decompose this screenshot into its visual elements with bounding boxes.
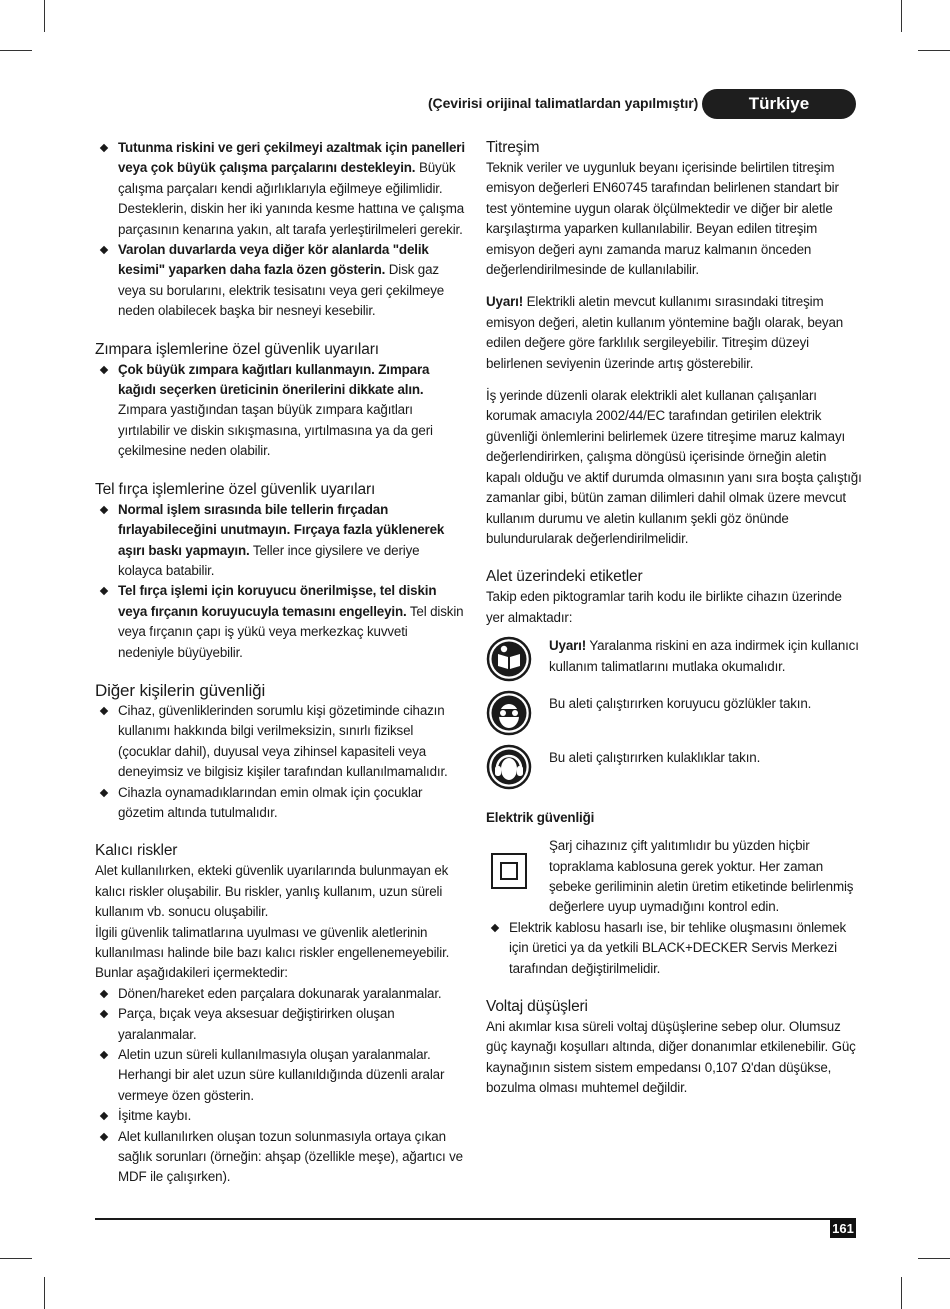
list-item — [95, 360, 465, 462]
list-item: Elektrik kablosu hasarlı ise, bir tehlike oluşmasını önlemek için üretici ya da yetkili BLACK+DECKER Servis Merkezi tarafından değiştirilmelidir. — [486, 918, 862, 979]
bold-text: Tutunma riskini ve geri çekilmeyi azaltmak için panelleri veya çok büyük çalışma parçalarını destekleyin. — [118, 140, 465, 176]
body-text: Büyük çalışma parçaları kendi ağırlıklarıyla eğilmeye eğilimlidir. Desteklerin, diskin her iki yanında kesme hattına ve çalışma parçasının kenarına yakın, alt tarafa yerleştirilmeleri gerekir. — [118, 160, 465, 237]
symbol-text: Bu aleti çalıştırırken koruyucu gözlükler takın. — [549, 696, 812, 712]
section-heading-others-safety: Diğer kişilerin güvenliği — [95, 680, 266, 700]
bold-text: Normal işlem sırasında bile tellerin fırçadan fırlayabileceğini unutmayın. Fırçaya fazla yüklenerek aşırı baskı yapmayın. — [118, 501, 445, 558]
paragraph: Alet kullanılırken, ekteki güvenlik uyarılarında bulunmayan ek kalıcı riskler oluşabilir. Bu riskler, yanlış kullanım, uzun süreli kullanım vb. sonucu oluşabilir. — [95, 863, 449, 920]
section-heading-tool-labels: Alet üzerindeki etiketler — [486, 568, 643, 586]
translation-note: (Çevirisi orijinal talimatlardan yapılmıştır) — [428, 95, 699, 111]
bold-text: Tel fırça işlemi için koruyucu önerilmişse, tel diskin veya fırçanın koruyucuyla temasını engelleyin. — [118, 583, 437, 619]
list-item: Dönen/hareket eden parçalara dokunarak yaralanmalar. — [95, 984, 465, 1004]
crop-mark — [0, 1258, 32, 1259]
paragraph: Ani akımlar kısa süreli voltaj düşüşlerine sebep olur. Olumsuz güç kaynağı koşulları altında, diğer donanımlar etkilenebilir. Güç kaynağının sistem sistem empedansı 0,107 Ω'dan düşükse, bozulma olması muhtemel değildir. — [486, 1018, 856, 1096]
section-heading-sanding: Zımpara işlemlerine özel güvenlik uyarıları — [95, 340, 379, 358]
bold-text: Varolan duvarlarda veya diğer kör alanlarda "delik kesimi" yaparken daha fazla özen gösterin. — [118, 242, 429, 278]
list-item: Parça, bıçak veya aksesuar değiştirirken oluşan yaralanmalar. — [95, 1004, 465, 1045]
list-item: Aletin uzun süreli kullanılmasıyla oluşan yaralanmalar. Herhangi bir alet uzun süre kullanıldığında düzenli aralar vermeye özen gösterin. — [95, 1045, 465, 1106]
page-number: 161 — [830, 1218, 856, 1238]
body-text: Zımpara yastığından taşan büyük zımpara kağıtları yırtılabilir ve diskin sıkışmasına, yırtılmasına ya da geri çekilmesine neden olabilir. — [118, 402, 433, 459]
symbol-row-earmuffs — [486, 744, 862, 790]
crop-mark — [918, 1258, 950, 1259]
language-label: Türkiye — [748, 94, 810, 113]
body-text: Teller ince giysilere ve deriye kolayca batabilir. — [118, 542, 420, 578]
ear-protection-icon — [486, 744, 532, 790]
warning-label: Uyarı! — [549, 638, 587, 654]
symbol-text: Şarj cihazınız çift yalıtımlıdır bu yüzden hiçbir topraklama kablosuna gerek yoktur. Her zaman şebeke geriliminin aletin üretim etiketinde belirlenmiş değerlere uyup uymadığını kontrol edin. — [549, 838, 854, 915]
crop-mark — [44, 0, 45, 32]
body-text: Disk gaz veya su borularını, elektrik tesisatını veya geri çekilmeye neden olabilecek başka bir nesneyi kesebilir. — [118, 262, 445, 319]
symbol-row-double-insulation — [486, 836, 862, 918]
footer-rule — [95, 1218, 855, 1220]
list-item: Cihazla oynamadıklarından emin olmak için çocuklar gözetim altında tutulmalıdır. — [95, 783, 465, 824]
crop-mark — [918, 50, 950, 51]
list-item: Cihaz, güvenliklerinden sorumlu kişi gözetiminde cihazın kullanımı hakkında bilgi verilmeksizin, sınırlı fiziksel (çocuklar dahil), duyusal veya zihinsel kapasiteli veya deneyimsiz ve bilgisiz kişiler tarafından kullanılmamalıdır. — [95, 701, 465, 783]
list-item: Alet kullanılırken oluşan tozun solunmasıyla ortaya çıkan sağlık sorunları (örneğin: ahşap (özellikle meşe), ağartıcı ve MDF ile çalışırken). — [95, 1127, 465, 1188]
section-heading-electrical-safety: Elektrik güvenliği — [486, 810, 595, 826]
crop-mark — [0, 50, 32, 51]
paragraph: İş yerinde düzenli olarak elektrikli alet kullanan çalışanları korumak amacıyla 2002/44/EC tarafından getirilen elektrik güvenliği önlemlerini belirlemek üzere titreşime maruz kalmayı değerlendirirken, çalışma döngüsü içerisinde örneğin aletin kapalı olduğu ve aktif durumda olmasının yanı sıra boşta çalıştığı zamanlar gibi, bütün zaman dilimleri dahil olmak üzere mevcut kullanım durumu ve aletin kullanım şekli göz önünde bulundurularak değerlendirilmelidir. — [486, 388, 862, 546]
paragraph: İlgili güvenlik talimatlarına uyulması ve güvenlik aletlerinin kullanılması halinde bile bazı kalıcı riskler engellenemeyebilir. Bunlar aşağıdakileri içermektedir: — [95, 924, 450, 981]
body-text: Tel diskin veya fırçanın çapı iş yükü veya merkezkaç kuvveti nedeniyle büyüyebilir. — [118, 603, 464, 660]
list-item: İşitme kaybı. — [95, 1106, 465, 1126]
list-item — [95, 500, 465, 582]
double-insulation-icon — [486, 836, 532, 894]
section-heading-residual-risks: Kalıcı riskler — [95, 842, 178, 860]
read-manual-icon — [486, 636, 532, 682]
body-text: Elektrikli aletin mevcut kullanımı sırasındaki titreşim emisyon değeri, aletin kullanım yöntemine bağlı olarak, beyan edilen değere göre farklılık sergileyebilir. Titreşim düzeyi belirlenen seviyenin üzerinde artış gösterebilir. — [486, 294, 844, 371]
paragraph: Teknik veriler ve uygunluk beyanı içerisinde belirtilen titreşim emisyon değerleri EN60745 tarafından belirlenen standart bir test yöntemine uygun olarak ölçülmektedir ve diğer bir aletle karşılaştırma yaparken kullanılabilir. Beyan edilen titreşim emisyon değeri aynı zamanda maruz kalmanın önceden değerlendirilmesinde de kullanılabilir. — [486, 160, 839, 278]
section-heading-voltage-drops: Voltaj düşüşleri — [486, 997, 588, 1015]
body-text: Yaralanma riskini en aza indirmek için kullanıcı kullanım talimatlarını mutlaka okumalıdır. — [549, 638, 859, 674]
crop-mark — [901, 0, 902, 32]
right-column — [486, 138, 862, 1099]
paragraph — [486, 292, 862, 374]
bold-text: Çok büyük zımpara kağıtları kullanmayın. Zımpara kağıdı seçerken üreticinin önerilerini dikkate alın. — [118, 361, 430, 398]
list-item — [95, 240, 465, 322]
symbol-text: Bu aleti çalıştırırken kulaklıklar takın. — [549, 750, 761, 766]
crop-mark — [901, 1277, 902, 1309]
section-heading-wire-brush: Tel fırça işlemlerine özel güvenlik uyarıları — [95, 480, 376, 498]
section-heading-vibration: Titreşim — [486, 139, 540, 156]
language-tab — [702, 89, 856, 119]
symbol-row-read-manual — [486, 636, 862, 682]
warning-label: Uyarı! — [486, 294, 524, 310]
list-item — [95, 581, 465, 663]
safety-goggles-icon — [486, 690, 532, 736]
list-item — [95, 138, 465, 240]
symbol-text — [549, 636, 862, 677]
left-column — [95, 138, 465, 1188]
crop-mark — [44, 1277, 45, 1309]
paragraph: Takip eden piktogramlar tarih kodu ile birlikte cihazın üzerinde yer almaktadır: — [486, 589, 842, 625]
symbol-row-goggles — [486, 690, 862, 736]
